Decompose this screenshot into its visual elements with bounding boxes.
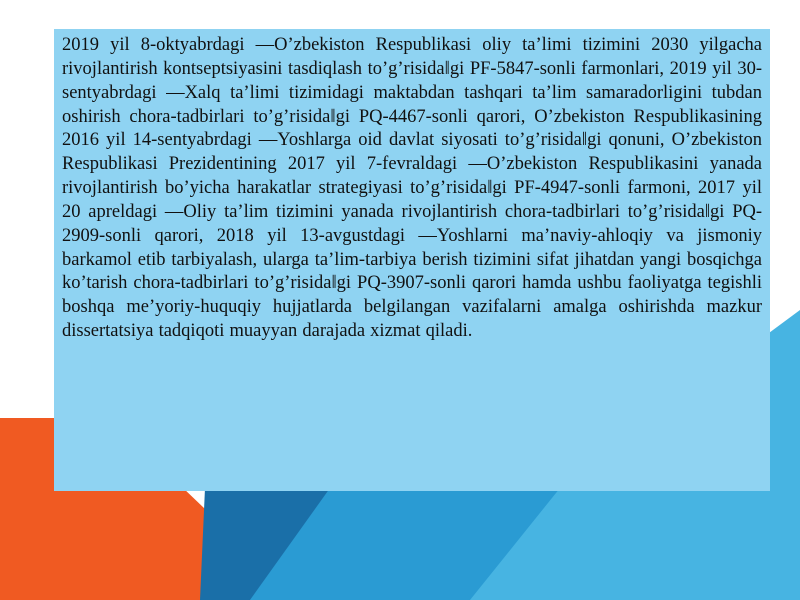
text-box	[54, 29, 770, 491]
body-paragraph: 2019 yil 8-oktyabrdagi —O’zbekiston Respublikasi oliy ta’limi tizimini 2030 yilgacha rivojlantirish kontseptsiyasini tasdiqlash to’g’risida‖gi PF-5847-sonli farmonlari, 2019 yil 30-sentyabrdagi —Xalq ta’limi tizimidagi maktabdan tashqari ta’lim samaradorligini tubdan oshirish chora-tadbirlari to’g’risida‖gi PQ-4467-sonli qarori, O’zbekiston Respublikasining 2016 yil 14-sentyabrdagi —Yoshlarga oid davlat siyosati to’g’risida‖gi qonuni, O’zbekiston Respublikasi Prezidentining 2017 yil 7-fevraldagi —O’zbekiston Respublikasini yanada rivojlantirish bo’yicha harakatlar strategiyasi to’g’risida‖gi PF-4947-sonli farmoni, 2017 yil 20 apreldagi —Oliy ta’lim tizimini yanada rivojlantirish chora-tadbirlari to’g’risida‖gi PQ-2909-sonli qarori, 2018 yil 13-avgustdagi —Yoshlarni ma’naviy-ahloqiy va jismoniy barkamol etib tarbiyalash, ularga ta’lim-tarbiya berish tizimini sifat jihatdan yangi bosqichga ko’tarish chora-tadbirlari to’g’risida‖gi PQ-3907-sonli qarori hamda ushbu faoliyatga tegishli boshqa me’yoriy-huquqiy hujjatlarda belgilangan vazifalarni amalga oshirishda mazkur dissertatsiya tadqiqoti muayyan darajada xizmat qiladi.	[62, 35, 762, 342]
